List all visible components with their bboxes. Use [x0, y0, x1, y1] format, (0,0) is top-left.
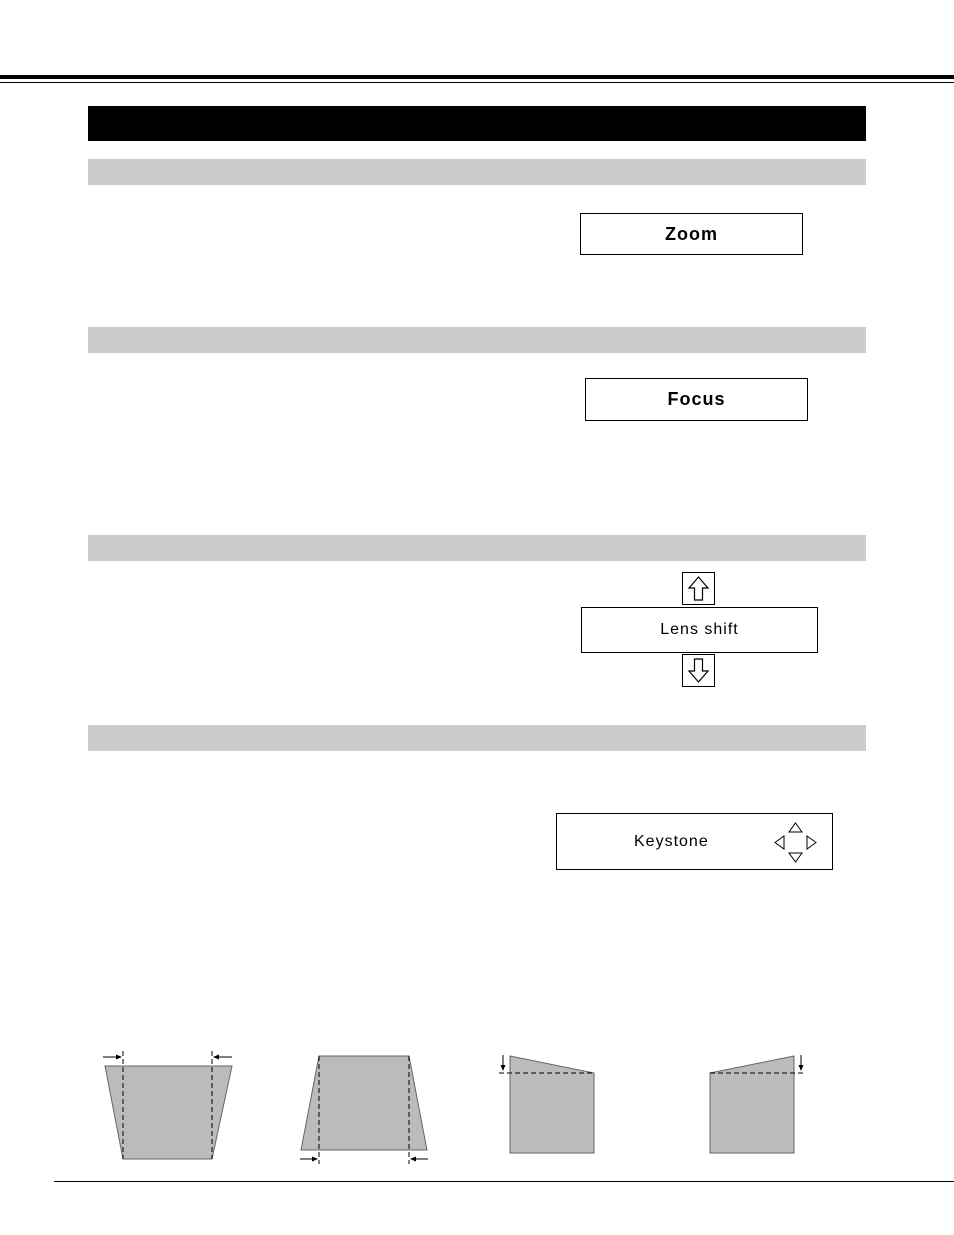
down-arrow-icon [683, 655, 714, 686]
keystone-osd-label: Keystone [634, 832, 709, 850]
page-title-bar [88, 106, 866, 141]
focus-osd-label: Focus [667, 389, 726, 409]
zoom-osd-label: Zoom [665, 223, 718, 244]
keystone-diagram-left-tall [495, 1045, 605, 1160]
section-bar-lens-shift [88, 535, 866, 561]
section-bar-focus [88, 327, 866, 353]
focus-osd-display [585, 378, 808, 421]
lens-shift-up-arrow [682, 572, 715, 605]
section-bar-keystone [88, 725, 866, 751]
keystone-diagram-right-tall [700, 1045, 815, 1160]
lens-shift-osd-label: Lens shift [660, 621, 739, 638]
up-arrow-icon [683, 573, 714, 604]
section-bar-zoom [88, 159, 866, 185]
four-way-arrows-icon [773, 821, 818, 864]
lens-shift-down-arrow [682, 654, 715, 687]
header-rule-thick [0, 75, 954, 79]
keystone-diagram-top-wide [95, 1045, 245, 1165]
keystone-diagram-bottom-wide [295, 1045, 435, 1170]
zoom-osd-display [580, 213, 803, 255]
lens-shift-osd-display [581, 607, 818, 653]
header-rule-thin [0, 82, 954, 83]
footer-rule [54, 1181, 954, 1182]
